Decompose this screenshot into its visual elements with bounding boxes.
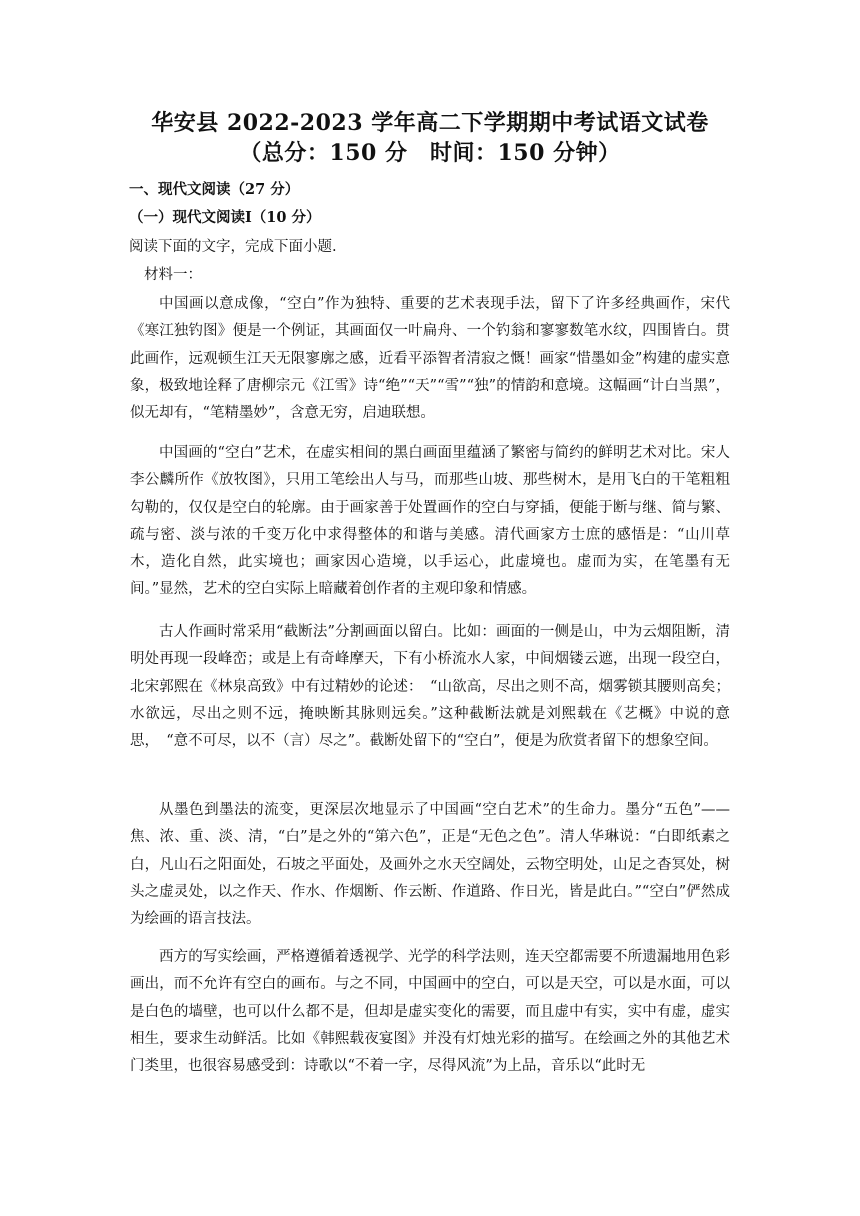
section-heading: 一、现代文阅读（27 分）	[129, 181, 300, 198]
material-label: 材料一：	[144, 267, 202, 283]
reading-instruction: 阅读下面的文字，完成下面小题.	[129, 239, 337, 255]
exam-subtitle: （总分：150 分 时间：150 分钟）	[239, 140, 621, 166]
paragraph-5: 西方的写实绘画，严格遵循着透视学、光学的科学法则，连天空都需要不所遗漏地用色彩画出，而不允许有空白的画布。与之不同，中国画中的空白，可以是天空，可以是水面，可以是白色的墙壁，也可以什么都不是，但却是虚实变化的需要，而且虚中有实，实中有虚，虚实相生，要求生动鲜活。比如《韩熙载夜宴图》并没有灯烛光彩的描写。在绘画之外的其他艺术门类里，也很容易感受到：诗歌以“不着一字，尽得风流”为上品，音乐以“此时无	[130, 949, 730, 1075]
sub-section-heading: （一）现代文阅读Ⅰ（10 分）	[129, 209, 321, 226]
exam-title: 华安县 2022-2023 学年高二下学期期中考试语文试卷	[151, 110, 709, 136]
paragraph-1: 中国画以意成像，“空白”作为独特、重要的艺术表现手法，留下了许多经典画作，宋代《寒江独钓图》便是一个例证，其画面仅一叶扁舟、一个钓翁和寥寥数笔水纹，四围皆白。贯此画作，远观顿生江天无限寥廓之感，近看平添智者清寂之慨！画家“惜墨如金”构建的虚实意象，极致地诠释了唐柳宗元《江雪》诗“绝”“天”“雪”“独”的情韵和意境。这幅画“计白当黑”，似无却有，“笔精墨妙”，含意无穷，启迪联想。	[130, 296, 730, 422]
paragraph-2: 中国画的“空白”艺术，在虚实相间的黑白画面里蕴涵了繁密与简约的鲜明艺术对比。宋人李公麟所作《放牧图》，只用工笔绘出人与马，而那些山坡、那些树木，是用飞白的干笔粗粗勾勒的，仅仅是空白的轮廓。由于画家善于处置画作的空白与穿插，便能于断与继、简与繁、疏与密、淡与浓的千变万化中求得整体的和谐与美感。清代画家方士庶的感悟是：“山川草木，造化自然，此实境也；画家因心造境，以手运心，此虚境也。虚而为实，在笔墨有无间。”显然，艺术的空白实际上暗藏着创作者的主观印象和情感。	[130, 445, 730, 598]
paragraph-4: 从墨色到墨法的流变，更深层次地显示了中国画“空白艺术”的生命力。墨分“五色”——焦、浓、重、淡、清，“白”是之外的“第六色”，正是“无色之色”。清人华琳说：“白即纸素之白，凡山石之阳面处，石坡之平面处，及画外之水天空阔处，云物空明处，山足之杳冥处，树头之虚灵处，以之作天、作水、作烟断、作云断、作道路、作日光，皆是此白。”“空白”俨然成为绘画的语言技法。	[130, 802, 730, 928]
paragraph-3: 古人作画时常采用“截断法”分割画面以留白。比如：画面的一侧是山，中为云烟阻断，清明处再现一段峰峦；或是上有奇峰摩天，下有小桥流水人家，中间烟镂云遮，出现一段空白，北宋郭熙在《林泉高致》中有过精妙的论述： “山欲高，尽出之则不高，烟雾锁其腰则高矣；水欲远，尽出之则不远，掩映断其脉则远矣。”这种截断法就是刘熙载在《艺概》中说的意思， “意不可尽，以不（言）尽之”。截断处留下的“空白”，便是为欣赏者留下的想象空间。	[130, 624, 730, 750]
